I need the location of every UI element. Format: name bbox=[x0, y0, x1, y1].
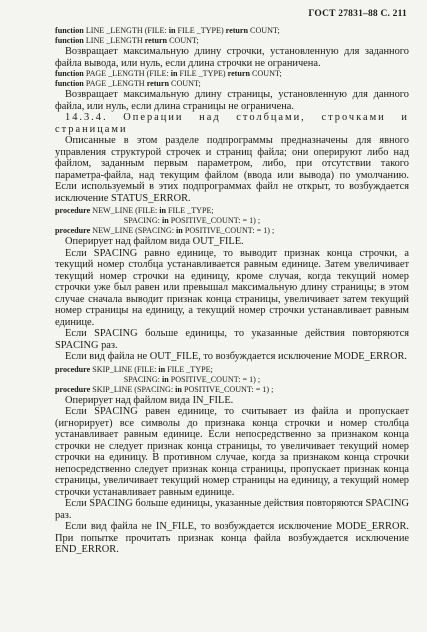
page-content bbox=[55, 26, 409, 556]
paragraph: Возвращает максимальную длину страницы, установленную для данного файла, или нуль, если длина страницы не ограничена. bbox=[55, 89, 409, 112]
paragraph: Если SPACING равно единице, то выводит признак конца строчки, а текущий номер столбца устанавливается равным единице. Затем увеличивает текущий номер строчки на единицу, кроме случая, когда текущий номер строчки уже был равен или превышал максимальную длину страницы; в этом случае сначала выводит признак конца страницы, увеличивает затем текущий номер страницы на единицу, а текущий номер строчки устанавливает равным единице. bbox=[55, 247, 409, 328]
paragraph: Если вид файла не IN_FILE, то возбуждается исключение MODE_ERROR. При попытке прочитать признак конца файла возбуждается исключение END_ERROR. bbox=[55, 521, 409, 555]
code-line: function PAGE _LENGTH return COUNT; bbox=[55, 79, 201, 88]
code-keyword: in bbox=[170, 69, 178, 78]
code-line: function LINE _LENGTH (FILE: in FILE _TYPE) return COUNT; bbox=[55, 26, 280, 35]
code-keyword: procedure bbox=[55, 364, 91, 374]
code-keyword: in bbox=[176, 226, 183, 235]
code-keyword: return bbox=[225, 26, 249, 35]
paragraph: Если SPACING больше единицы, указанные действия повторяются SPACING раз. bbox=[55, 498, 410, 521]
code-keyword: in bbox=[168, 26, 176, 35]
paragraph: Если SPACING больше единицы, то указанные действия повторяются SPACING раз. bbox=[55, 328, 409, 351]
paragraph: Оперирует над файлом вида OUT_FILE. bbox=[65, 236, 244, 247]
code-keyword: in bbox=[161, 216, 169, 225]
code-keyword: in bbox=[159, 206, 167, 215]
code-keyword: function bbox=[55, 36, 84, 45]
code-keyword: function bbox=[55, 26, 84, 35]
code-keyword: return bbox=[144, 36, 168, 45]
code-keyword: procedure bbox=[55, 226, 91, 235]
code-line: function LINE _LENGTH return COUNT; bbox=[55, 36, 199, 45]
code-line: function PAGE _LENGTH (FILE: in FILE _TYPE) return COUNT; bbox=[55, 69, 282, 78]
section-heading: 14.3.4. Операции над столбцами, строчками и страницами bbox=[55, 112, 409, 135]
code-keyword: return bbox=[146, 79, 170, 88]
code-keyword: function bbox=[55, 79, 84, 88]
paragraph: Если вид файла не OUT_FILE, то возбуждается исключение MODE_ERROR. bbox=[65, 351, 407, 362]
code-block: procedure SKIP_LINE (FILE: in FILE _TYPE; SPACING: in POSITIVE_COUNT: = 1) ; procedure SKIP_LINE (SPACING: in POSITIVE_COUNT: = 1) ; bbox=[55, 364, 274, 394]
code-keyword: procedure bbox=[55, 206, 91, 215]
code-keyword: procedure bbox=[55, 384, 91, 394]
code-keyword: in bbox=[158, 364, 166, 374]
page-header: ГОСТ 27831–88 С. 211 bbox=[308, 9, 407, 19]
code-keyword: function bbox=[55, 69, 84, 78]
code-keyword: return bbox=[227, 69, 250, 78]
paragraph: Возвращает максимальную длину строчки, установленную для заданного файла вывода, или нуль, если длина строчки не ограничена. bbox=[55, 46, 409, 69]
paragraph: Описанные в этом разделе подпрограммы предназначены для явного управления структурой строчек и страниц файла; они оперируют либо над файлом, заданным первым параметром, либо, при отсутствии такого параметра-файла, над текущим файлом (ввода или вывода) по умолчанию. Если используемый в этих подпрограммах файл не открыт, то возбуждается исключение STATUS_ERROR. bbox=[55, 135, 409, 204]
code-keyword: in bbox=[175, 384, 182, 394]
code-keyword: in bbox=[161, 374, 169, 384]
code-block: procedure NEW_LINE (FILE: in FILE _TYPE; SPACING: in POSITIVE_COUNT: = 1) ; procedure NEW_LINE (SPACING: in POSITIVE_COUNT: = 1) ; bbox=[55, 206, 275, 235]
paragraph: Оперирует над файлом вида IN_FILE. bbox=[65, 394, 234, 406]
paragraph: Если SPACING равен единице, то считывает из файла и пропускает (игнорирует) все символы до признака конца строчки и номер столбца устанавливает равным единице. Если непосредственно за признаком конца строчки не следует признак конца страницы, то увеличивает текущий номер строчки на единицу. В противном случае, когда за признаком конца строчки непосредственно следует признак конца страницы, пропускает признак конца страницы, увеличивает текущий номер страницы на единицу, а текущий номер строчки устанавливает равным единице. bbox=[55, 406, 409, 498]
